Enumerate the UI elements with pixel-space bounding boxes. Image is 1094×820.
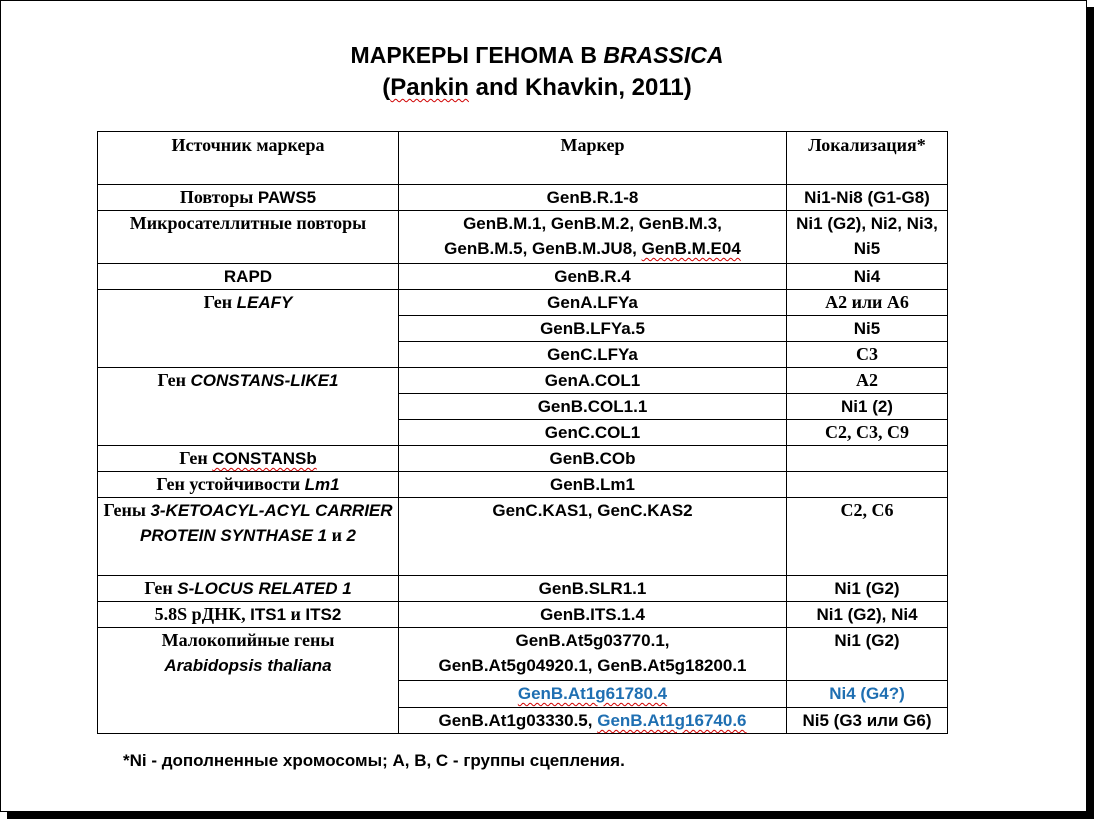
cell-marker: GenB.LFYa.5 bbox=[399, 316, 787, 342]
cell-localization: Ni1 (G2), Ni4 bbox=[787, 602, 948, 628]
cell-localization: С3 bbox=[787, 342, 948, 368]
cell-marker: GenA.LFYa bbox=[399, 290, 787, 316]
cell-localization: А2 или А6 bbox=[787, 290, 948, 316]
cell-source: Гены 3-KETOACYL-ACYL CARRIER PROTEIN SYNTHASE 1 и 2 bbox=[98, 498, 399, 576]
cell-localization: Ni1 (G2) bbox=[787, 576, 948, 602]
cell-localization: Ni1 (G2) bbox=[787, 628, 948, 681]
cell-source: Ген S-LOCUS RELATED 1 bbox=[98, 576, 399, 602]
cell-marker: GenA.COL1 bbox=[399, 368, 787, 394]
footnote: *Ni - дополненные хромосомы; A, B, C - группы сцепления. bbox=[123, 751, 625, 770]
cell-marker: GenB.COb bbox=[399, 446, 787, 472]
cell-source: Повторы PAWS5 bbox=[98, 185, 399, 211]
cell-localization: С2, С3, С9 bbox=[787, 420, 948, 446]
cell-marker: GenB.At1g61780.4 bbox=[399, 681, 787, 708]
cell-localization bbox=[787, 472, 948, 498]
cell-localization: Ni5 (G3 или G6) bbox=[787, 708, 948, 734]
cell-localization: Ni4 bbox=[787, 264, 948, 290]
table-row bbox=[98, 498, 948, 576]
header-source: Источник маркера bbox=[98, 132, 399, 185]
cell-marker: GenB.SLR1.1 bbox=[399, 576, 787, 602]
cell-localization: Ni4 (G4?) bbox=[787, 681, 948, 708]
cell-marker: GenB.M.1, GenB.M.2, GenB.M.3, GenB.M.5, GenB.M.JU8, GenB.M.E04 bbox=[399, 211, 787, 264]
table-row bbox=[98, 368, 948, 394]
table-row bbox=[98, 576, 948, 602]
cell-marker: GenB.At1g03330.5, GenB.At1g16740.6 bbox=[399, 708, 787, 734]
cell-source: Ген LEAFY bbox=[98, 290, 399, 368]
cell-localization: Ni1 (G2), Ni2, Ni3, Ni5 bbox=[787, 211, 948, 264]
cell-localization: Ni1 (2) bbox=[787, 394, 948, 420]
cell-marker: GenB.COL1.1 bbox=[399, 394, 787, 420]
cell-marker: GenB.ITS.1.4 bbox=[399, 602, 787, 628]
cell-marker: GenB.R.1-8 bbox=[399, 185, 787, 211]
cell-localization: Ni5 bbox=[787, 316, 948, 342]
table-row bbox=[98, 264, 948, 290]
table-row bbox=[98, 628, 948, 681]
cell-marker: GenC.LFYa bbox=[399, 342, 787, 368]
cell-localization: А2 bbox=[787, 368, 948, 394]
table-row bbox=[98, 185, 948, 211]
table-row bbox=[98, 472, 948, 498]
cell-source: RAPD bbox=[98, 264, 399, 290]
cell-localization: С2, С6 bbox=[787, 498, 948, 576]
cell-marker: GenB.R.4 bbox=[399, 264, 787, 290]
table-row bbox=[98, 602, 948, 628]
slide-title-line1: МАРКЕРЫ ГЕНОМА В BRASSICA bbox=[350, 42, 724, 68]
cell-localization bbox=[787, 446, 948, 472]
cell-marker: GenC.COL1 bbox=[399, 420, 787, 446]
table-row bbox=[98, 290, 948, 316]
cell-marker: GenC.KAS1, GenC.KAS2 bbox=[399, 498, 787, 576]
marker-table bbox=[97, 131, 948, 734]
header-localization: Локализация* bbox=[787, 132, 948, 185]
slide-title-line2: (Pankin and Khavkin, 2011) bbox=[382, 74, 692, 101]
table-row bbox=[98, 211, 948, 264]
table-row bbox=[98, 446, 948, 472]
cell-source: Ген CONSTANSb bbox=[98, 446, 399, 472]
cell-source: Малокопийные гены Arabidopsis thaliana bbox=[98, 628, 399, 734]
cell-marker: GenB.Lm1 bbox=[399, 472, 787, 498]
cell-source: Ген CONSTANS-LIKE1 bbox=[98, 368, 399, 446]
table-header-row bbox=[98, 132, 948, 185]
cell-localization: Ni1-Ni8 (G1-G8) bbox=[787, 185, 948, 211]
cell-source: 5.8S рДНК, ITS1 и ITS2 bbox=[98, 602, 399, 628]
header-marker: Маркер bbox=[399, 132, 787, 185]
cell-source: Ген устойчивости Lm1 bbox=[98, 472, 399, 498]
cell-source: Микросателлитные повторы bbox=[98, 211, 399, 264]
cell-marker: GenB.At5g03770.1, GenB.At5g04920.1, GenB.At5g18200.1 bbox=[399, 628, 787, 681]
